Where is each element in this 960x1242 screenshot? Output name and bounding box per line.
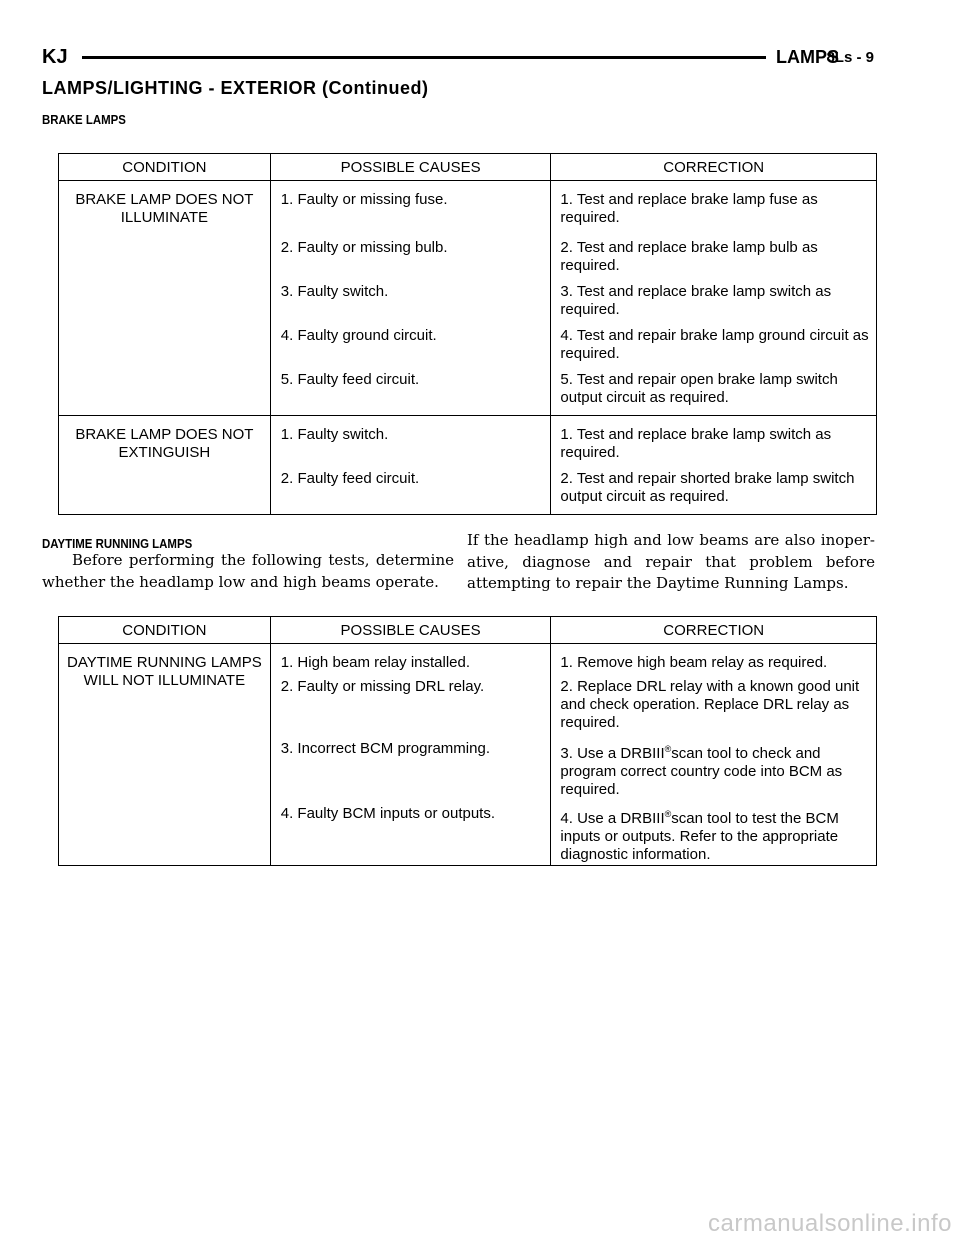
cause-cell: 2. Faulty feed circuit. [270,464,551,515]
condition-cell: BRAKE LAMP DOES NOT EXTINGUISH [59,416,271,515]
cause-cell: 3. Incorrect BCM programming. [270,734,551,799]
condition-cell: DAYTIME RUNNING LAMPS WILL NOT ILLUMINATE [59,644,271,866]
column-header-condition: CONDITION [59,617,271,644]
column-header-correction: CORRECTION [551,617,877,644]
drl-table [58,616,877,866]
cause-cell: 1. Faulty switch. [270,416,551,465]
correction-cell: 2. Test and repair shorted brake lamp switch output circuit as required. [551,464,877,515]
correction-text: 4. Use a DRBIII [560,810,665,827]
correction-cell: 1. Remove high beam relay as required. [551,644,877,673]
column-header-condition: CONDITION [59,154,271,181]
column-header-causes: POSSIBLE CAUSES [270,617,551,644]
model-code: KJ [42,46,68,68]
cause-cell: 1. Faulty or missing fuse. [270,181,551,234]
correction-cell: 5. Test and repair open brake lamp switch output circuit as required. [551,365,877,416]
cause-cell: 1. High beam relay installed. [270,644,551,673]
column-header-causes: POSSIBLE CAUSES [270,154,551,181]
drl-intro-left: Before performing the following tests, determine whether the headlamp low and high beams operate. [42,551,454,591]
correction-text: scan tool to test the BCM inputs or outputs. Refer to the appropriate diagnostic information. [560,810,839,863]
registered-mark: ® [664,809,672,819]
correction-cell: 2. Replace DRL relay with a known good unit and check operation. Replace DRL relay as required. [551,672,877,734]
drl-heading: DAYTIME RUNNING LAMPS [42,536,193,551]
watermark: carmanualsonline.info [708,1210,952,1237]
correction-cell: 4. Test and repair brake lamp ground circuit as required. [551,321,877,365]
table-header-row [59,154,877,181]
column-header-correction: CORRECTION [551,154,877,181]
correction-cell [551,734,877,799]
registered-mark: ® [664,744,672,754]
correction-cell: 1. Test and replace brake lamp fuse as required. [551,181,877,234]
brake-lamps-heading: BRAKE LAMPS [42,112,126,127]
header-rule [82,56,766,59]
correction-text: 3. Use a DRBIII [560,745,665,762]
drl-intro-right: If the headlamp high and low beams are also inoper- ative, diagnose and repair that problem before attempting to repair the Daytime Running Lamps. [467,531,875,592]
cause-cell: 2. Faulty or missing DRL relay. [270,672,551,734]
condition-cell: BRAKE LAMP DOES NOT ILLUMINATE [59,181,271,416]
brake-lamps-table [58,153,877,515]
chapter-name: LAMPS [776,47,839,67]
cause-cell: 4. Faulty BCM inputs or outputs. [270,799,551,866]
correction-cell: 2. Test and replace brake lamp bulb as required. [551,233,877,277]
cause-cell: 4. Faulty ground circuit. [270,321,551,365]
correction-cell: 3. Test and replace brake lamp switch as required. [551,277,877,321]
section-title: LAMPS/LIGHTING - EXTERIOR (Continued) [42,78,429,98]
cause-cell: 3. Faulty switch. [270,277,551,321]
page-number: 8Ls - 9 [826,49,874,66]
table-row [59,416,877,465]
table-row [59,644,877,673]
cause-cell: 5. Faulty feed circuit. [270,365,551,416]
cause-cell: 2. Faulty or missing bulb. [270,233,551,277]
page-header [40,44,876,70]
correction-cell [551,799,877,866]
correction-cell: 1. Test and replace brake lamp switch as required. [551,416,877,465]
table-row [59,181,877,234]
table-header-row [59,617,877,644]
correction-text: scan tool to check and program correct country code into BCM as required. [560,745,843,798]
